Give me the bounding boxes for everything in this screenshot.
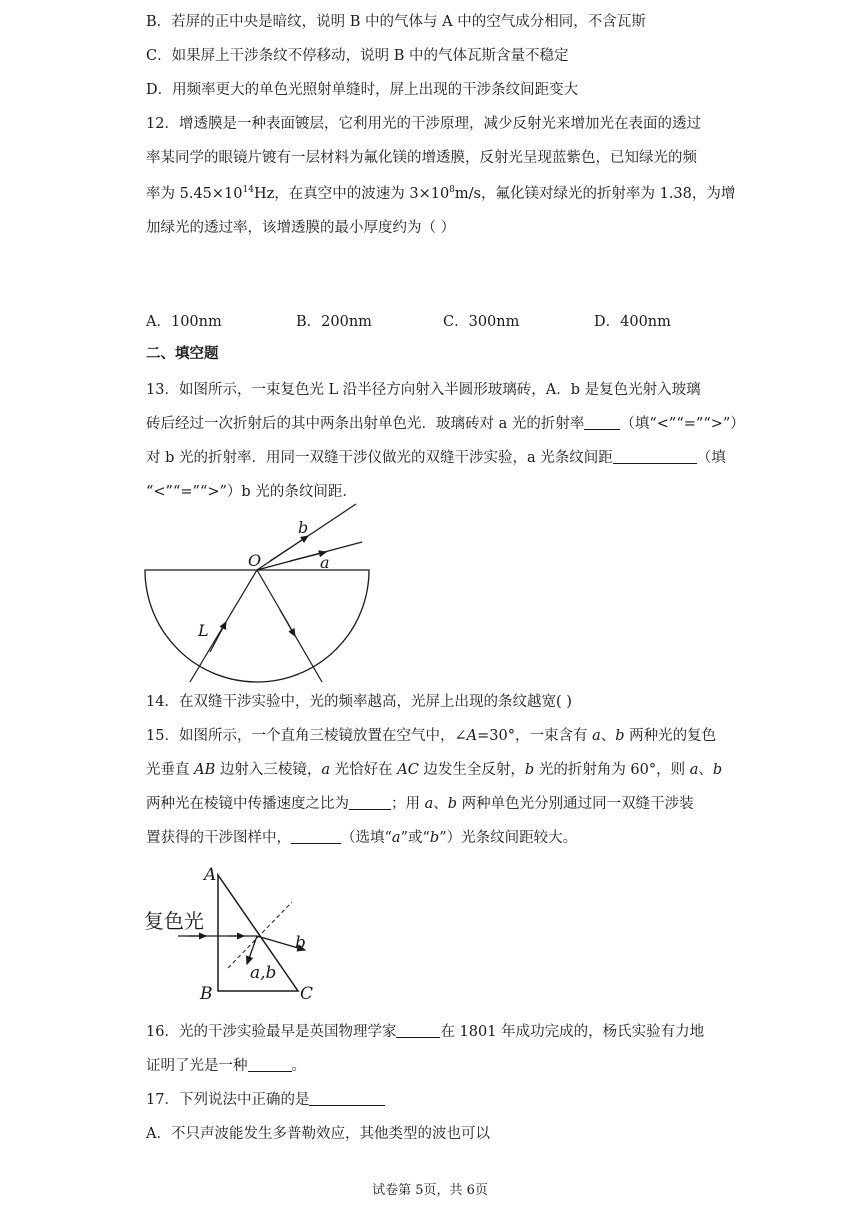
label-a: A <box>204 865 217 885</box>
q15-line-4: 置获得的干涉图样中， （选填“a”或“b”）光条纹间距较大。 <box>146 830 578 846</box>
q16-line-1: 16．光的干涉实验最早是英国物理学家 在 1801 年成功完成的，杨氏实验有力地 <box>146 1024 705 1040</box>
q12-line-4: 加绿光的透过率，该增透膜的最小厚度约为（ ） <box>146 220 456 236</box>
normal-dashed <box>228 902 292 968</box>
label-a: a <box>320 553 330 572</box>
q16-line-2: 证明了光是一种 。 <box>146 1058 306 1074</box>
q15-line-2: 光垂直 AB 边射入三棱镜，a 光恰好在 AC 边发生全反射，b 光的折射角为 60°，则 a、b <box>146 762 723 778</box>
answer-blank[interactable] <box>584 415 620 430</box>
prism-figure <box>140 860 340 1006</box>
q12-option-d: D．400nm <box>594 314 671 330</box>
answer-blank[interactable] <box>613 449 697 464</box>
q12-option-b: B．200nm <box>296 314 372 330</box>
option-c-text: C．如果屏上干涉条纹不停移动，说明 B 中的气体瓦斯含量不稳定 <box>146 48 569 64</box>
option-b-text: B．若屏的正中央是暗纹，说明 B 中的气体与 A 中的空气成分相同，不含瓦斯 <box>146 14 646 30</box>
label-ray-b: b <box>295 933 306 953</box>
label-b: b <box>298 518 309 537</box>
semicircle-outline <box>145 570 369 682</box>
question-14: 14．在双缝干涉实验中，光的频率越高，光屏上出现的条纹越宽( ) <box>146 694 572 710</box>
q17-option-a: A．不只声波能发生多普勒效应，其他类型的波也可以 <box>146 1126 490 1142</box>
answer-blank[interactable] <box>309 1091 385 1106</box>
label-compound-light: 复色光 <box>144 909 204 933</box>
answer-blank[interactable] <box>248 1057 292 1072</box>
q12-line-2: 率某同学的眼镜片镀有一层材料为氟化镁的增透膜，反射光呈现蓝紫色，已知绿光的频 <box>146 150 697 166</box>
q12-line-1: 12．增透膜是一种表面镀层，它利用光的干涉原理，减少反射光来增加光在表面的透过 <box>146 116 701 132</box>
answer-blank[interactable] <box>349 795 391 810</box>
label-c: C <box>300 984 314 1004</box>
label-b: B <box>200 984 213 1004</box>
label-l: L <box>198 621 209 640</box>
q13-line-3: 对 b 光的折射率．用同一双缝干涉仪做光的双缝干涉实验，a 光条纹间距 （填 <box>146 450 726 466</box>
q12-option-a: A．100nm <box>146 314 222 330</box>
page-footer: 试卷第 5页，共 6页 <box>372 1183 488 1198</box>
semicircle-glass-figure <box>140 500 380 686</box>
label-o: O <box>248 551 262 570</box>
q15-line-3: 两种光在棱镜中传播速度之比为 ；用 a、b 两种单色光分别通过同一双缝干涉装 <box>146 796 694 812</box>
q17-line-1: 17．下列说法中正确的是 <box>146 1090 385 1110</box>
q13-line-2: 砖后经过一次折射后的其中两条出射单色光．玻璃砖对 a 光的折射率 （填“<”“=”“>”） <box>146 416 745 432</box>
q13-line-1: 13．如图所示，一束复色光 L 沿半径方向射入半圆形玻璃砖，A．b 是复色光射入玻璃 <box>146 382 701 398</box>
answer-blank[interactable] <box>291 829 341 844</box>
ray-ab <box>247 936 257 964</box>
q13-line-4: “<”“=”“>”）b 光的条纹间距． <box>146 484 357 500</box>
q15-line-1: 15．如图所示，一个直角三棱镜放置在空气中，∠A=30°，一束含有 a、b 两种光的复色 <box>146 728 717 744</box>
answer-blank[interactable] <box>396 1023 440 1038</box>
q12-option-c: C．300nm <box>443 314 520 330</box>
section-heading-fill-in: 二、填空题 <box>146 345 219 362</box>
label-ray-ab: a,b <box>250 963 277 983</box>
option-d-text: D．用频率更大的单色光照射单缝时，屏上出现的干涉条纹间距变大 <box>146 82 579 98</box>
q12-line-3: 率为 $5.45\times 10^{14}Hz$，在真空中的波速为 $3\times 10^8m/s$，氟化镁对绿光的折射率为 1.38，为增 <box>146 185 736 202</box>
